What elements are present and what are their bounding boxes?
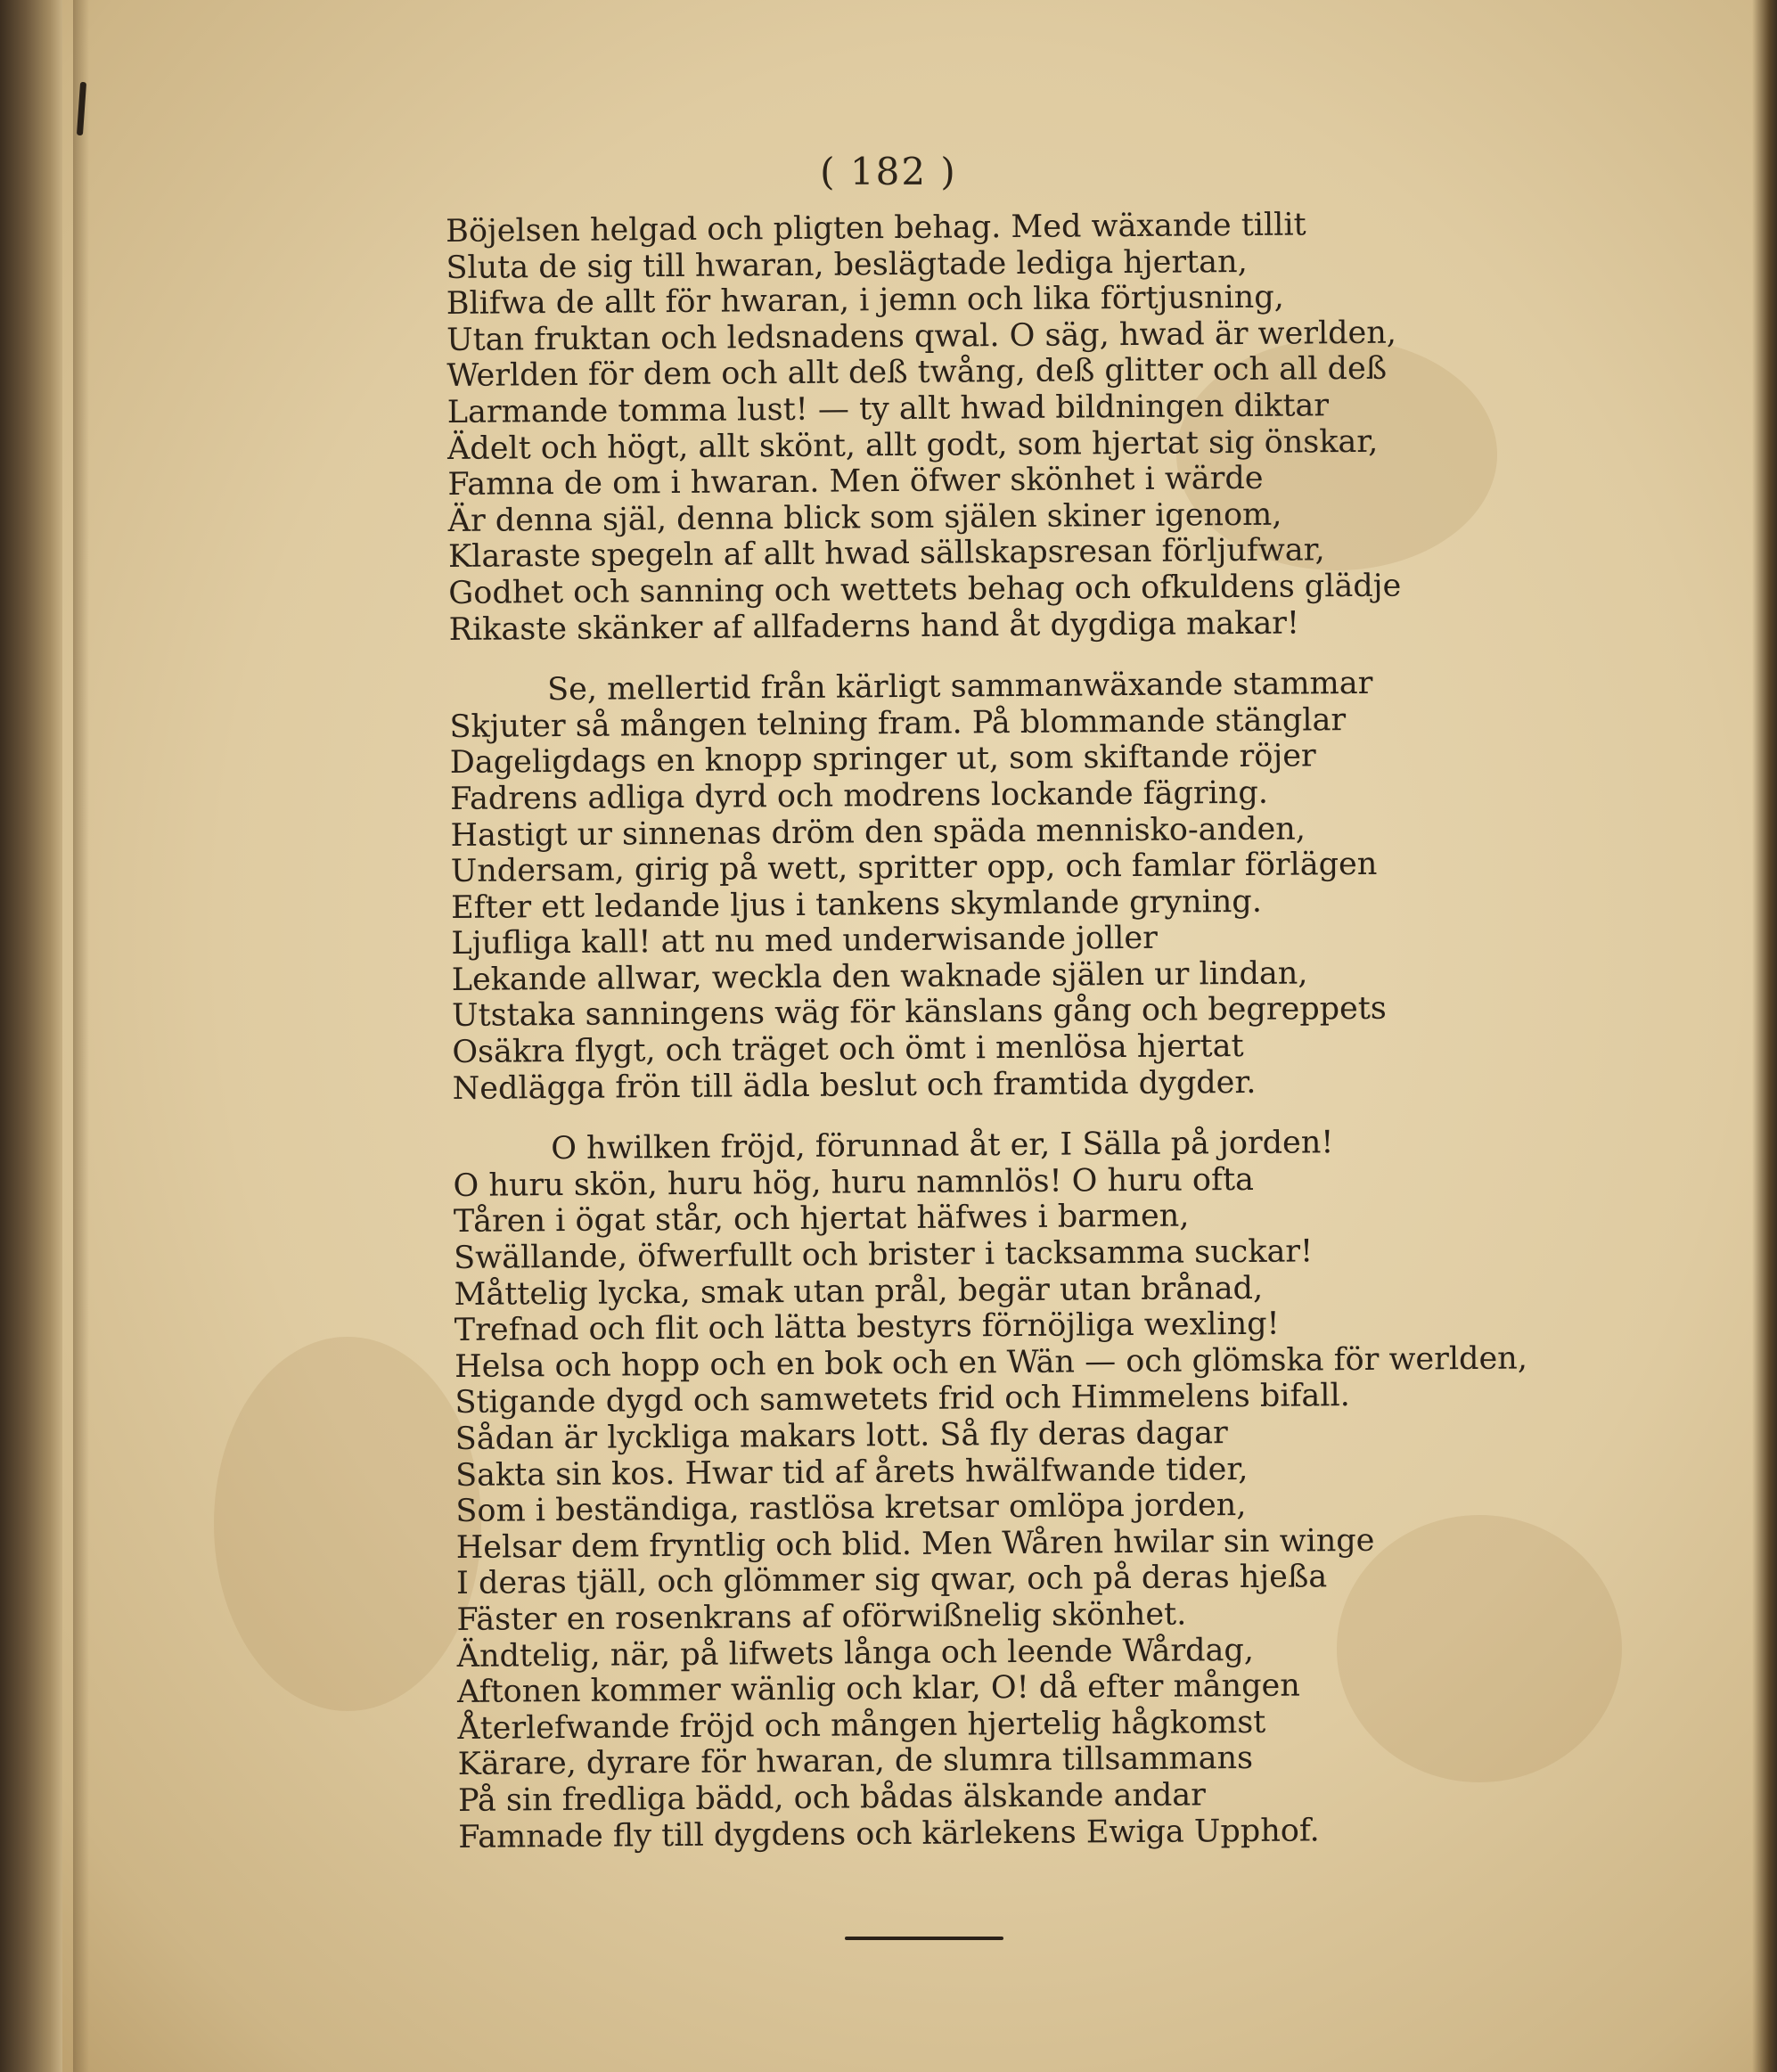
verse-line: O huru skön, huru hög, huru namnlös! O huru ofta	[453, 1161, 1255, 1204]
verse-line: Helsa och hopp och en bok och en Wän — och glömska för werlden,	[454, 1340, 1528, 1385]
verse-line: Ljufliga kall! att nu med underwisande joller	[451, 921, 1159, 962]
verse-line: O hwilken fröjd, förunnad åt er, I Sälla på jorden!	[551, 1125, 1334, 1167]
verse-line: Blifwa de allt för hwaran, i jemn och lika förtjusning,	[446, 279, 1284, 323]
verse-line: Som i beständiga, rastlösa kretsar omlöpa jorden,	[455, 1487, 1247, 1530]
page-number: ( 182 )	[820, 150, 957, 193]
verse-line: Lekande allwar, weckla den waknade själen ur lindan,	[451, 955, 1308, 998]
verse-line: Sakta sin kos. Hwar tid af årets hwälfwande tider,	[454, 1451, 1249, 1494]
verse-line: Kärare, dyrare för hwaran, de slumra tillsammans	[457, 1740, 1254, 1783]
verse-line: Är denna själ, denna blick som själen skiner igenom,	[447, 496, 1282, 539]
verse-line: Werlden för dem och allt deß twång, deß glitter och all deß	[446, 351, 1388, 395]
paper-stain	[214, 1337, 481, 1711]
verse-line: Larmande tomma lust! — ty allt hwad bildningen diktar	[446, 388, 1330, 430]
verse-line: Undersam, girig på wett, spritter opp, och famlar förlägen	[450, 846, 1378, 890]
verse-line: Måttelig lycka, smak utan prål, begär utan brånad,	[454, 1270, 1264, 1313]
verse-line: Se, mellertid från kärligt sammanwäxande stammar	[547, 665, 1373, 708]
verse-line: Aftonen kommer wänlig och klar, O! då efter mången	[456, 1667, 1300, 1711]
poem-text	[446, 205, 1590, 1855]
verse-line: Böjelsen helgad och pligten behag. Med wäxande tillit	[446, 207, 1306, 250]
verse-line: Sluta de sig till hwaran, beslägtade ledigа hjertan,	[446, 243, 1248, 286]
closing-rule	[845, 1937, 1003, 1940]
verse-line: Skjuter så mången telning fram. På blommande stänglar	[449, 701, 1347, 745]
verse-line: Nedlägga frön till ädla beslut och framtida dygder.	[452, 1064, 1257, 1107]
verse-line: Godhet och sanning och wettets behag och ofkuldens glädje	[448, 568, 1402, 611]
page-edge-shadow	[1752, 0, 1777, 2072]
verse-line: Utan fruktan och ledsnadens qwal. O säg, hwad är werlden,	[446, 315, 1397, 358]
verse-line: Fadrens adliga dyrd och modrens lockande fägring.	[450, 774, 1269, 817]
verse-line: Sådan är lyckliga makars lott. Så fly deras dagar	[454, 1415, 1228, 1457]
verse-line: I deras tjäll, och glömmer sig qwar, och på deras hjeßa	[455, 1559, 1328, 1602]
verse-line: Rikaste skänker af allfaderns hand åt dygdiga makar!	[448, 605, 1300, 648]
verse-line: Trefnad och flit och lätta bestyrs förnöjliga wexling!	[454, 1306, 1280, 1349]
verse-line: Famna de om i hwaran. Men öfwer skönhet i wärde	[447, 460, 1264, 504]
verse-line: Fäster en rosenkrans af oförwißnelig skönhet.	[456, 1596, 1187, 1638]
book-binding-shadow	[0, 0, 62, 2072]
verse-line: Ändtelig, när, på lifwets långa och leende Wårdag,	[456, 1632, 1255, 1675]
verse-line: På sin fredliga bädd, och bådas älskande andar	[457, 1777, 1207, 1819]
verse-line: Återlefwande fröjd och mången hjertelig hågkomst	[457, 1704, 1266, 1747]
verse-line: Osäkra flygt, och träget och ömt i menlösa hjertat	[452, 1028, 1244, 1071]
verse-line: Swällande, öfwerfullt och brister i tacksamma suckar!	[454, 1233, 1314, 1276]
gutter-shadow	[73, 0, 89, 2072]
stanza-1	[446, 205, 1581, 648]
verse-line: Efter ett ledande ljus i tankens skymlande gryning.	[450, 883, 1263, 926]
verse-line: Stigande dygd och samwetets frid och Himmelens bifall.	[454, 1378, 1350, 1421]
verse-line: Dageligdags en knopp springer ut, som skiftande röjer	[449, 738, 1316, 782]
stanza-2	[449, 664, 1585, 1107]
verse-line: Ädelt och högt, allt skönt, allt godt, som hjertat sig önskar,	[446, 423, 1379, 467]
verse-line: Famnade fly till dygdens och kärlekens Ewiga Upphof.	[458, 1812, 1320, 1855]
verse-line: Klaraste spegeln af allt hwad sällskapsresan förljufwar,	[447, 532, 1325, 576]
verse-line: Hastigt ur sinnenas dröm den späda menniskо-anden,	[450, 810, 1306, 854]
verse-line: Helsar dem fryntlig och blid. Men Wåren hwilar sin winge	[455, 1522, 1375, 1566]
verse-line: Tåren i ögat står, och hjertat häfwes i barmen,	[453, 1198, 1190, 1241]
verse-line: Utstaka sanningens wäg för känslans gång och begreppets	[451, 991, 1387, 1035]
stanza-3	[453, 1123, 1590, 1855]
